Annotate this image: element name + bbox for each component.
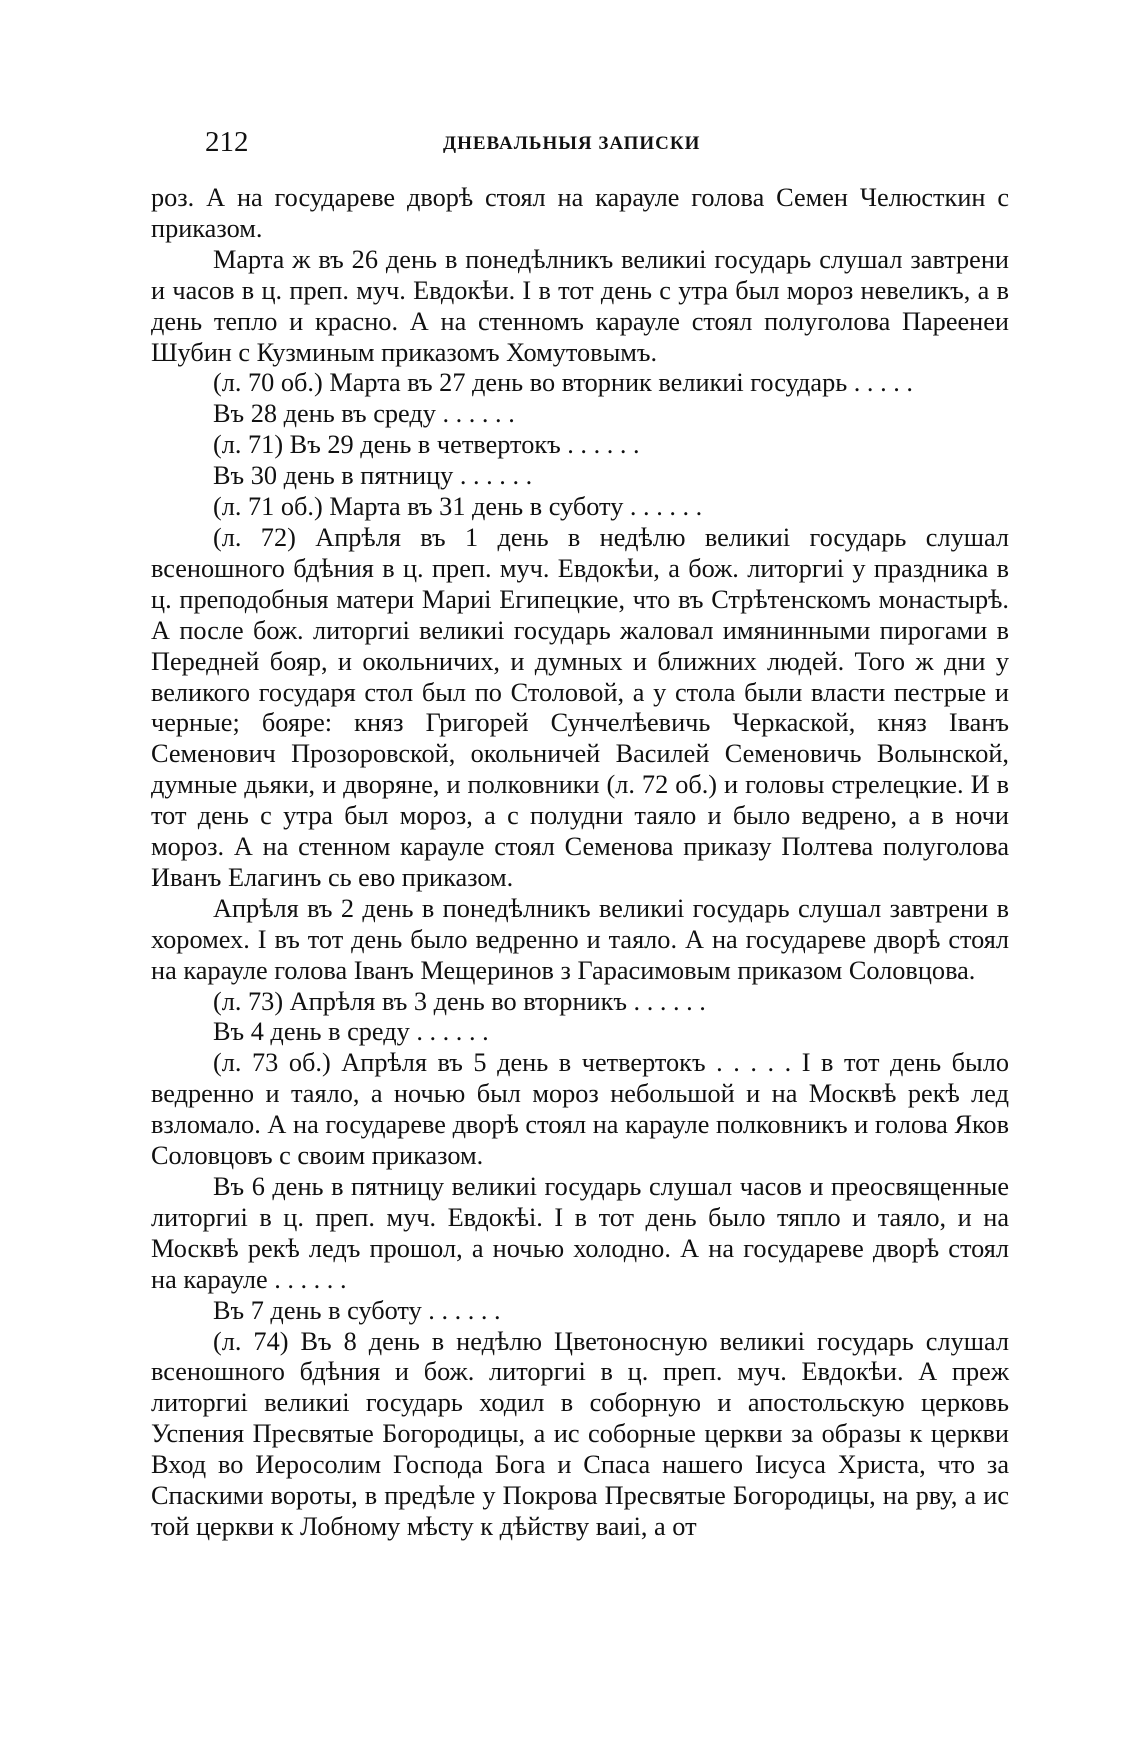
paragraph: Въ 4 день в среду . . . . . . bbox=[213, 1017, 489, 1047]
paragraph: (л. 71 об.) Марта въ 31 день в суботу . . . . . . bbox=[213, 492, 703, 522]
paragraph: Въ 7 день в суботу . . . . . . bbox=[213, 1295, 501, 1325]
paragraph: (л. 74) Въ 8 день в недѣлю Цветоносную великиі государь слушал всеношного бдѣния и бож. литоргиі в ц. преп. муч. Евдокѣи. А преж литоргиі великиі государь ходил в соборную и апостольскую церковь Успения Пресвятые Богородицы, а ис соборные церкви за образы к церкви Вход во Иеросолим Господа Бога и Спаса нашего Іисуса Христа, что за Спаскими вороты, в предѣле у Покрова Пресвятые Богородицы, на рву, а ис той церкви к Лобному мѣсту к дѣйству ваиі, а от bbox=[151, 1326, 1009, 1541]
running-title: ДНЕВАЛЬНЫЯ ЗАПИСКИ bbox=[443, 133, 701, 154]
paragraph: Въ 6 день в пятницу великиі государь слушал часов и преосвященные литоргиі в ц. преп. муч. Евдокѣі. І в тот день было тяпло и таяло, и на Москвѣ рекѣ ледъ прошол, а ночью холодно. А на государеве дворѣ стоял на карауле . . . . . . bbox=[151, 1172, 1009, 1294]
paragraph: Въ 30 день в пятницу . . . . . . bbox=[213, 461, 533, 491]
paragraph: (л. 72) Апрѣля въ 1 день в недѣлю великиі государь слушал всеношного бдѣния в ц. преп. муч. Евдокѣи, а бож. литоргиі у праздника в ц. преподобныя матери Мариі Египецкие, что въ Стрѣтенскомъ монастырѣ. А после бож. литоргиі великиі государь жаловал имянинными пирогами в Передней бояр, и окольничих, и думных и ближних людей. Того ж дни у великого государя стол был по Столовой, а у стола были власти пестрые и черные; бояре: княз Григорей Сунчелѣевичь Черкаской, княз Іванъ Семенович Прозоровской, окольничей Василей Семеновичь Волынской, думные дьяки, и дворяне, и полковники (л. 72 об.) и головы стрелецкие. И в тот день с утра был мороз, а с полудни таяло и было ведрено, а в ночи мороз. А на стенном карауле стоял Семенова приказу Полтева полуголова Иванъ Елагинъ сь ево приказом. bbox=[151, 522, 1009, 892]
page-number: 212 bbox=[205, 126, 249, 158]
body-text bbox=[151, 183, 1009, 1543]
paragraph: Марта ж въ 26 день в понедѣлникъ великиі государь слушал завтрени и часов в ц. преп. муч. Евдокѣи. І в тот день с утра был мороз невеликъ, а в день тепло и красно. А на стенномъ карауле стоял полуголова Пареенеи Шубин с Кузминым приказомъ Хомутовымъ. bbox=[151, 244, 1009, 367]
paragraph: (л. 71) Въ 29 день в четвертокъ . . . . . . bbox=[213, 430, 640, 460]
page-header bbox=[205, 122, 995, 162]
paragraph: роз. А на государеве дворѣ стоял на карауле голова Семен Челюсткин с приказом. bbox=[151, 183, 1009, 243]
paragraph: Апрѣля въ 2 день в понедѣлникъ великиі государь слушал завтрени в хоромех. І въ тот день было ведренно и таяло. А на государеве дворѣ стоял на карауле голова Іванъ Мещеринов з Гарасимовым приказом Соловцова. bbox=[151, 893, 1009, 985]
paragraph: Въ 28 день въ среду . . . . . . bbox=[213, 399, 515, 429]
paragraph: (л. 73) Апрѣля въ 3 день во вторникъ . . . . . . bbox=[213, 986, 706, 1016]
paragraph: (л. 73 об.) Апрѣля въ 5 день в четвертокъ . . . . . І в тот день было ведренно и таяло, а ночью был мороз небольшой и на Москвѣ рекѣ лед взломало. А на государеве дворѣ стоял на карауле полковникъ и голова Яков Соловцовъ с своим приказом. bbox=[151, 1048, 1009, 1171]
paragraph: (л. 70 об.) Марта въ 27 день во вторник великиі государь . . . . . bbox=[213, 368, 913, 398]
